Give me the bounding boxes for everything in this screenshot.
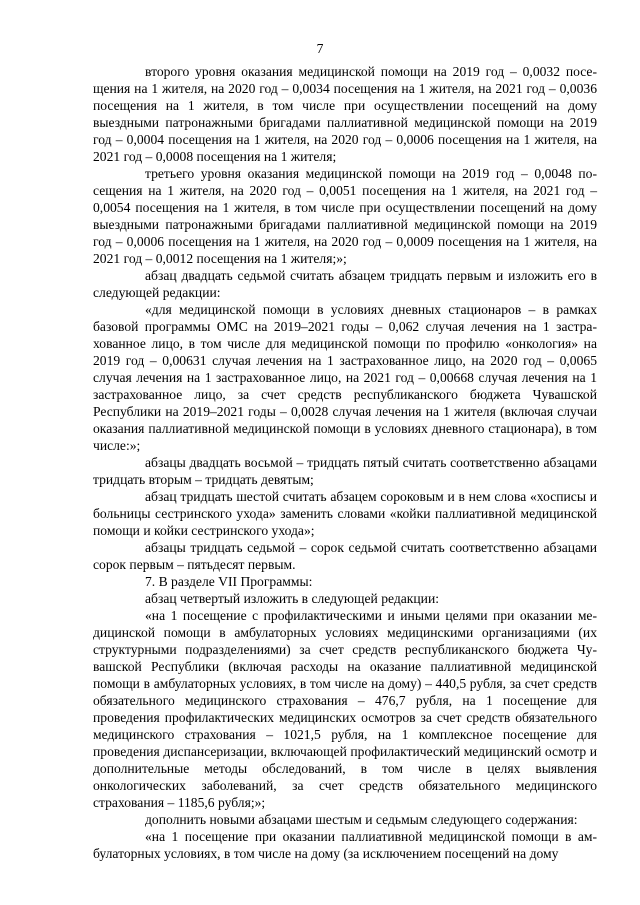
- paragraph: абзац четвертый изложить в следующей редакции:: [145, 591, 440, 606]
- paragraph: абзацы двадцать восьмой – тридцать пятый считать соответственно абзацами тридцать вторым – тридцать девятым;: [93, 455, 597, 487]
- paragraph: второго уровня оказания медицинской помощи на 2019 год – 0,0032 посещения на 1 жителя, на 2020 год – 0,0034 посещения на 1 жителя, на 2021 год – 0,0036 посещения на 1 жителя, в том числе при осуществлении посещений на дому выездными патронажными бригадами паллиативной медицинской помощи на 2019 год – 0,0004 посещения на 1 жителя, на 2020 год – 0,0006 посещения на 1 жителя, на 2021 год – 0,0008 посещения на 1 жителя;: [93, 64, 597, 164]
- section-heading: 7. В разделе VII Программы:: [145, 574, 313, 589]
- paragraph: «для медицинской помощи в условиях дневных стационаров – в рамках базовой программы ОМС на 2019–2021 годы – 0,062 случая лечения на 1 застрахованное лицо, в том числе для медицинской помощи по профилю «онкология» на 2019 год – 0,00631 случая лечения на 1 застрахованное лицо, на 2020 год – 0,0065 случая лечения на 1 застрахованное лицо, на 2021 год – 0,00668 случая лечения на 1 застрахованное лицо, за счет средств республиканского бюджета Чувашской Республики на 2019–2021 годы – 0,0028 случая лечения на 1 жителя (включая случаи оказания паллиативной медицинской помощи в условиях дневного стационара), в том числе:»;: [93, 302, 597, 453]
- paragraph: «на 1 посещение с профилактическими и иными целями при оказании медицинской помощи в амбулаторных условиях медицинскими организациями (их структурными подразделениями) за счет средств республиканского бюджета Чувашской Республики (включая расходы на оказание паллиативной медицинской помощи в амбулаторных условиях, в том числе на дому) – 440,5 рубля, за счет средств обязательного медицинского страхования – 476,7 рубля, на 1 посещение для проведения профилактических медицинских осмотров за счет средств обязательного медицинского страхования – 1021,5 рубля, на 1 комплексное посещение для проведения диспансеризации, включающей профилактический медицинский осмотр и дополнительные методы обследований, в том числе в целях выявления онкологических заболеваний, за счет средств обязательного медицинского страхования – 1185,6 рубля;»;: [93, 608, 597, 810]
- paragraph: «на 1 посещение при оказании паллиативной медицинской помощи в амбулаторных условиях, в том числе на дому (за исключением посещений на дому: [93, 829, 597, 861]
- page-number: 7: [316, 41, 324, 56]
- document-body: [93, 63, 597, 862]
- paragraph: абзац двадцать седьмой считать абзацем тридцать первым и изложить его в следующей редакции:: [93, 268, 597, 300]
- paragraph: абзац тридцать шестой считать абзацем сороковым и в нем слова «хосписы и больницы сестринского ухода» заменить словами «койки паллиативной медицинской помощи и койки сестринского ухода»;: [93, 489, 597, 538]
- paragraph: дополнить новыми абзацами шестым и седьмым следующего содержания:: [145, 812, 578, 827]
- paragraph: абзацы тридцать седьмой – сорок седьмой считать соответственно абзацами сорок первым – пятьдесят первым.: [93, 540, 597, 572]
- paragraph: третьего уровня оказания медицинской помощи на 2019 год – 0,0048 посещения на 1 жителя, на 2020 год – 0,0051 посещения на 1 жителя, на 2021 год – 0,0054 посещения на 1 жителя, в том числе при осуществлении посещений на дому выездными патронажными бригадами паллиативной медицинской помощи на 2019 год – 0,0006 посещения на 1 жителя, на 2020 год – 0,0009 посещения на 1 жителя, на 2021 год – 0,0012 посещения на 1 жителя;»;: [93, 166, 597, 266]
